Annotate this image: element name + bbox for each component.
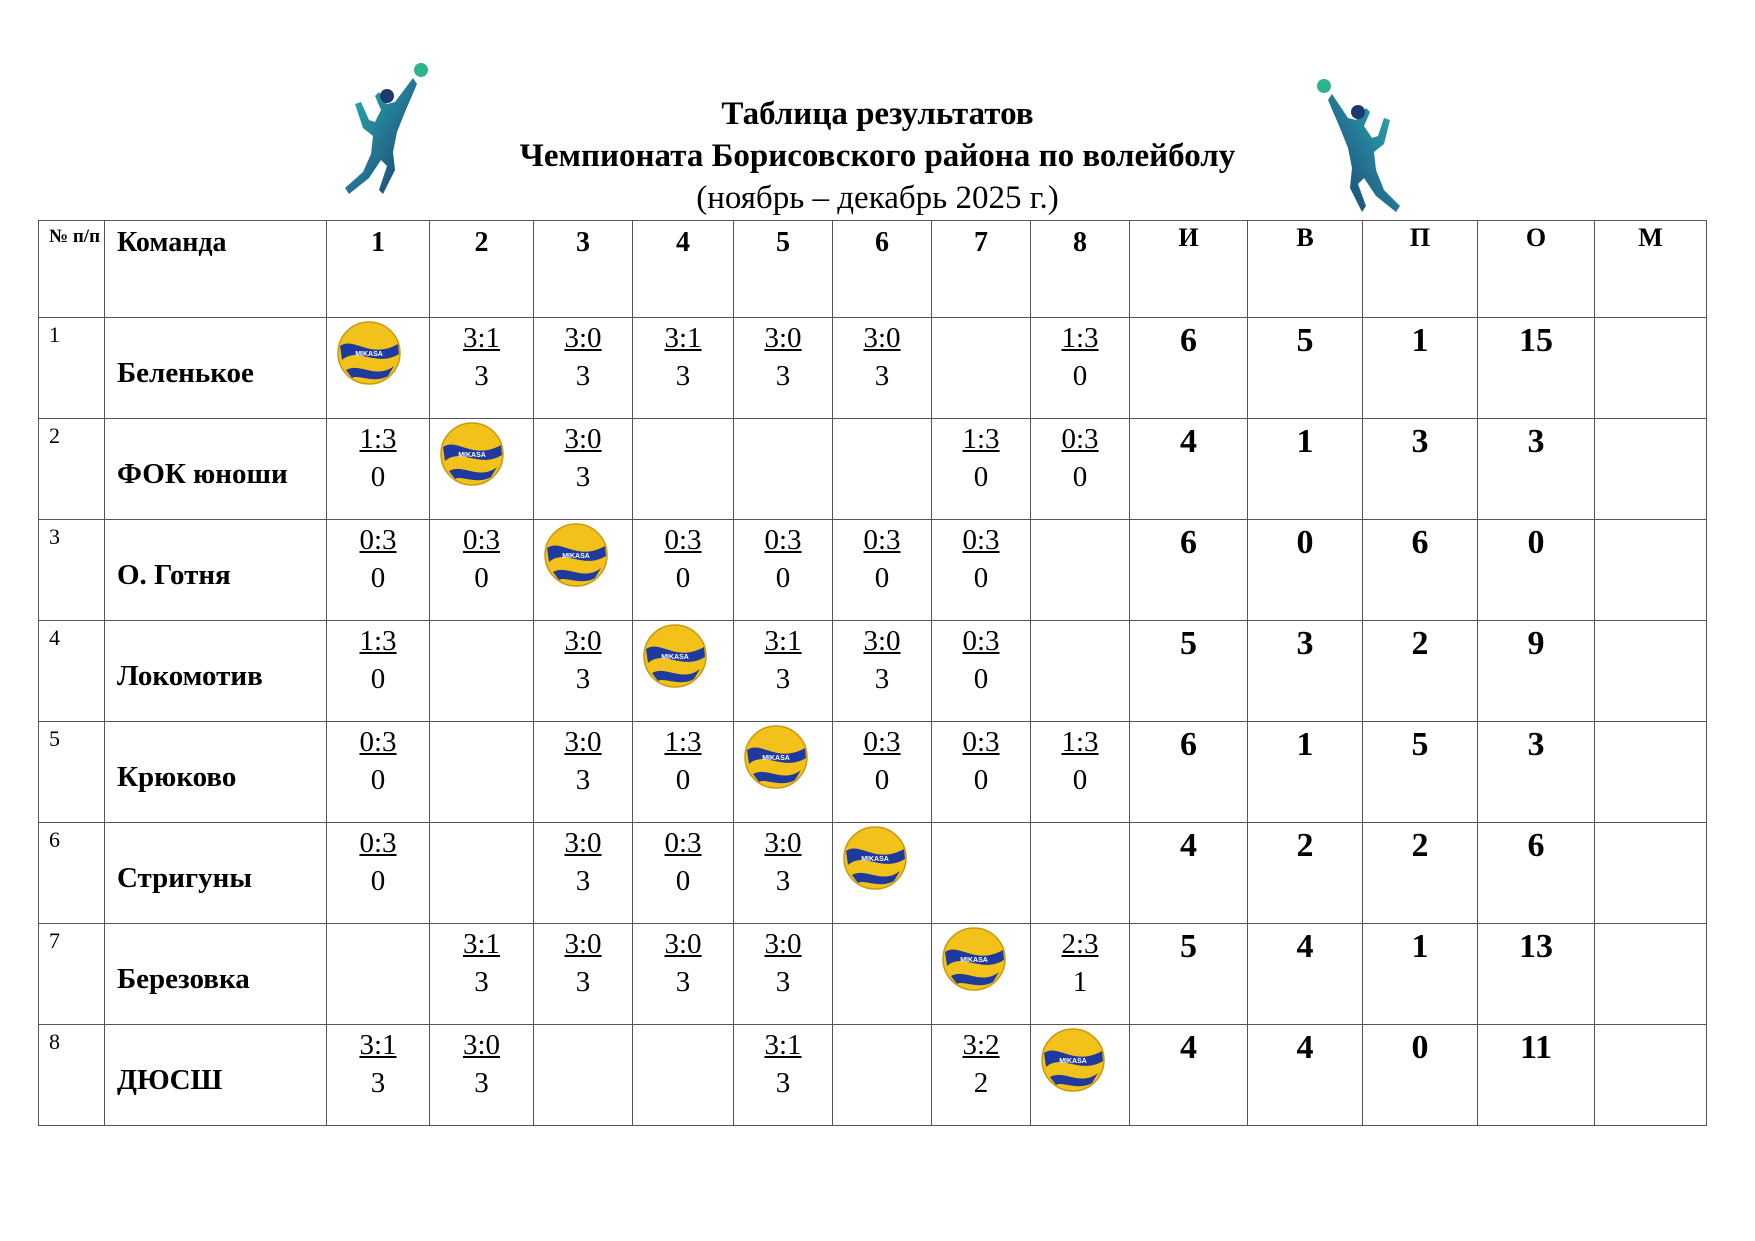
score-cell xyxy=(833,318,932,419)
set-score: 1:3 xyxy=(664,726,702,758)
points: 13 xyxy=(1478,924,1595,1025)
team-name: О. Готня xyxy=(105,520,327,621)
table-row xyxy=(39,1025,1707,1126)
place xyxy=(1595,520,1707,621)
score-cell xyxy=(534,621,633,722)
match-points: 0 xyxy=(874,562,890,594)
volleyball-icon xyxy=(642,623,708,689)
match-points: 3 xyxy=(575,966,591,998)
score-cell xyxy=(430,520,534,621)
volleyball-icon xyxy=(1040,1027,1106,1093)
losses: 2 xyxy=(1363,621,1478,722)
empty-cell xyxy=(633,1025,734,1126)
set-score: 0:3 xyxy=(962,625,1000,657)
set-score: 3:1 xyxy=(462,928,501,960)
volleyball-icon xyxy=(543,522,609,588)
score-cell xyxy=(327,520,430,621)
column-header-opponent: 4 xyxy=(633,221,734,318)
points: 3 xyxy=(1478,419,1595,520)
match-points: 0 xyxy=(370,764,386,796)
match-points: 0 xyxy=(370,865,386,897)
team-name: Крюково xyxy=(105,722,327,823)
row-number: 1 xyxy=(39,318,105,419)
score-cell xyxy=(734,823,833,924)
score-cell xyxy=(1031,722,1130,823)
set-score: 1:3 xyxy=(359,625,397,657)
points: 9 xyxy=(1478,621,1595,722)
volleyball-icon xyxy=(941,926,1007,992)
games-played: 5 xyxy=(1130,924,1248,1025)
score-cell xyxy=(534,419,633,520)
empty-cell xyxy=(327,924,430,1025)
team-name: ФОК юноши xyxy=(105,419,327,520)
score-cell xyxy=(734,318,833,419)
score-cell xyxy=(327,823,430,924)
wins: 2 xyxy=(1248,823,1363,924)
table-row xyxy=(39,419,1707,520)
set-score: 1:3 xyxy=(1061,726,1099,758)
match-points: 3 xyxy=(575,865,591,897)
header-row xyxy=(39,221,1707,318)
score-cell xyxy=(932,419,1031,520)
losses: 5 xyxy=(1363,722,1478,823)
match-points: 0 xyxy=(1072,764,1088,796)
table-row xyxy=(39,722,1707,823)
set-score: 3:0 xyxy=(863,322,901,354)
table-row xyxy=(39,318,1707,419)
row-number: 6 xyxy=(39,823,105,924)
row-number: 8 xyxy=(39,1025,105,1126)
diagonal-cell xyxy=(734,722,833,823)
score-cell xyxy=(327,419,430,520)
volleyball-icon xyxy=(336,320,402,386)
ball-logo-text: MIKASA xyxy=(960,957,988,964)
set-score: 3:0 xyxy=(564,827,602,859)
column-header-opponent: 1 xyxy=(327,221,430,318)
set-score: 0:3 xyxy=(359,726,397,758)
set-score: 3:0 xyxy=(564,625,602,657)
set-score: 3:0 xyxy=(462,1029,501,1061)
match-points: 0 xyxy=(874,764,890,796)
diagonal-cell xyxy=(430,419,534,520)
set-score: 0:3 xyxy=(962,726,1000,758)
team-name: Локомотив xyxy=(105,621,327,722)
set-score: 3:0 xyxy=(564,322,602,354)
losses: 2 xyxy=(1363,823,1478,924)
row-number: 5 xyxy=(39,722,105,823)
set-score: 0:3 xyxy=(764,524,802,556)
wins: 4 xyxy=(1248,1025,1363,1126)
set-score: 3:0 xyxy=(564,726,602,758)
ball-logo-text: MIKASA xyxy=(1059,1058,1087,1065)
wins: 1 xyxy=(1248,722,1363,823)
score-cell xyxy=(932,1025,1031,1126)
set-score: 3:0 xyxy=(564,928,602,960)
set-score: 0:3 xyxy=(359,524,397,556)
losses: 1 xyxy=(1363,924,1478,1025)
score-cell xyxy=(932,621,1031,722)
ball-logo-text: MIKASA xyxy=(661,654,689,661)
empty-cell xyxy=(833,419,932,520)
empty-cell xyxy=(932,823,1031,924)
score-cell xyxy=(734,924,833,1025)
volleyball-player-icon-left xyxy=(335,62,435,212)
set-score: 3:0 xyxy=(764,322,802,354)
score-cell xyxy=(430,1025,534,1126)
match-points: 3 xyxy=(775,663,791,695)
wins: 3 xyxy=(1248,621,1363,722)
set-score: 0:3 xyxy=(863,524,901,556)
games-played: 4 xyxy=(1130,823,1248,924)
wins: 4 xyxy=(1248,924,1363,1025)
losses: 0 xyxy=(1363,1025,1478,1126)
column-header-opponent: 5 xyxy=(734,221,833,318)
table-row xyxy=(39,823,1707,924)
score-cell xyxy=(1031,924,1130,1025)
games-played: 5 xyxy=(1130,621,1248,722)
set-score: 3:1 xyxy=(664,322,702,354)
score-cell xyxy=(734,621,833,722)
place xyxy=(1595,419,1707,520)
set-score: 1:3 xyxy=(1061,322,1099,354)
match-points: 0 xyxy=(675,865,691,897)
set-score: 3:1 xyxy=(764,625,802,657)
match-points: 3 xyxy=(575,461,591,493)
match-points: 0 xyxy=(973,663,989,695)
score-cell xyxy=(633,924,734,1025)
match-points: 3 xyxy=(474,966,489,998)
match-points: 0 xyxy=(973,461,989,493)
set-score: 3:2 xyxy=(962,1029,1000,1061)
column-header-opponent: 6 xyxy=(833,221,932,318)
score-cell xyxy=(633,823,734,924)
column-header-points: О xyxy=(1478,221,1595,318)
match-points: 0 xyxy=(474,562,489,594)
team-name: Беленькое xyxy=(105,318,327,419)
column-header-opponent: 3 xyxy=(534,221,633,318)
match-points: 1 xyxy=(1072,966,1088,998)
diagonal-cell xyxy=(327,318,430,419)
set-score: 3:0 xyxy=(764,827,802,859)
table-row xyxy=(39,621,1707,722)
points: 6 xyxy=(1478,823,1595,924)
score-cell xyxy=(534,823,633,924)
volleyball-player-icon-right xyxy=(1312,78,1412,228)
set-score: 0:3 xyxy=(962,524,1000,556)
losses: 3 xyxy=(1363,419,1478,520)
score-cell xyxy=(327,621,430,722)
score-cell xyxy=(833,520,932,621)
points: 11 xyxy=(1478,1025,1595,1126)
place xyxy=(1595,722,1707,823)
row-number: 4 xyxy=(39,621,105,722)
set-score: 3:1 xyxy=(764,1029,802,1061)
results-body xyxy=(39,318,1707,1126)
column-header-games: И xyxy=(1130,221,1248,318)
set-score: 1:3 xyxy=(962,423,1000,455)
set-score: 0:3 xyxy=(359,827,397,859)
table-row xyxy=(39,924,1707,1025)
column-header-number: № п/п xyxy=(39,221,105,318)
column-header-losses: П xyxy=(1363,221,1478,318)
score-cell xyxy=(430,318,534,419)
empty-cell xyxy=(430,621,534,722)
column-header-wins: В xyxy=(1248,221,1363,318)
score-cell xyxy=(932,520,1031,621)
score-cell xyxy=(932,722,1031,823)
match-points: 0 xyxy=(675,764,691,796)
wins: 5 xyxy=(1248,318,1363,419)
empty-cell xyxy=(833,924,932,1025)
row-number: 3 xyxy=(39,520,105,621)
points: 15 xyxy=(1478,318,1595,419)
empty-cell xyxy=(1031,621,1130,722)
set-score: 3:1 xyxy=(359,1029,397,1061)
wins: 0 xyxy=(1248,520,1363,621)
empty-cell xyxy=(1031,520,1130,621)
score-cell xyxy=(327,1025,430,1126)
match-points: 0 xyxy=(775,562,791,594)
games-played: 6 xyxy=(1130,520,1248,621)
place xyxy=(1595,823,1707,924)
match-points: 0 xyxy=(370,461,386,493)
document-header xyxy=(0,93,1755,219)
set-score: 1:3 xyxy=(359,423,397,455)
results-table xyxy=(38,220,1707,1126)
set-score: 0:3 xyxy=(664,524,702,556)
ball-logo-text: MIKASA xyxy=(861,856,889,863)
diagonal-cell xyxy=(932,924,1031,1025)
row-number: 2 xyxy=(39,419,105,520)
score-cell xyxy=(734,520,833,621)
score-cell xyxy=(534,722,633,823)
points: 0 xyxy=(1478,520,1595,621)
score-cell xyxy=(534,924,633,1025)
score-cell xyxy=(327,722,430,823)
diagonal-cell xyxy=(833,823,932,924)
set-score: 3:0 xyxy=(664,928,702,960)
volleyball-icon xyxy=(439,421,505,487)
score-cell xyxy=(633,318,734,419)
score-cell xyxy=(633,722,734,823)
diagonal-cell xyxy=(633,621,734,722)
ball-logo-text: MIKASA xyxy=(762,755,790,762)
match-points: 0 xyxy=(1072,461,1088,493)
match-points: 3 xyxy=(474,360,489,392)
ball-logo-text: MIKASA xyxy=(355,351,383,358)
set-score: 2:3 xyxy=(1061,928,1099,960)
match-points: 3 xyxy=(675,966,691,998)
empty-cell xyxy=(633,419,734,520)
games-played: 4 xyxy=(1130,1025,1248,1126)
row-number: 7 xyxy=(39,924,105,1025)
match-points: 3 xyxy=(775,1067,791,1099)
column-header-team: Команда xyxy=(105,221,327,318)
match-points: 0 xyxy=(675,562,691,594)
empty-cell xyxy=(932,318,1031,419)
title-line-1: Таблица результатов xyxy=(721,96,1034,132)
ball-logo-text: MIKASA xyxy=(562,553,590,560)
team-name: Березовка xyxy=(105,924,327,1025)
match-points: 3 xyxy=(474,1067,489,1099)
games-played: 6 xyxy=(1130,722,1248,823)
diagonal-cell xyxy=(1031,1025,1130,1126)
match-points: 3 xyxy=(575,663,591,695)
match-points: 0 xyxy=(370,663,386,695)
set-score: 3:0 xyxy=(564,423,602,455)
match-points: 3 xyxy=(874,663,890,695)
match-points: 3 xyxy=(874,360,890,392)
place xyxy=(1595,621,1707,722)
title-line-2: Чемпионата Борисовского района по волейболу xyxy=(519,138,1236,174)
points: 3 xyxy=(1478,722,1595,823)
set-score: 0:3 xyxy=(1061,423,1099,455)
team-name: ДЮСШ xyxy=(105,1025,327,1126)
score-cell xyxy=(534,318,633,419)
losses: 6 xyxy=(1363,520,1478,621)
score-cell xyxy=(734,1025,833,1126)
score-cell xyxy=(1031,318,1130,419)
match-points: 2 xyxy=(973,1067,989,1099)
games-played: 4 xyxy=(1130,419,1248,520)
empty-cell xyxy=(430,722,534,823)
score-cell xyxy=(430,924,534,1025)
diagonal-cell xyxy=(534,520,633,621)
empty-cell xyxy=(734,419,833,520)
set-score: 0:3 xyxy=(863,726,901,758)
match-points: 0 xyxy=(1072,360,1088,392)
match-points: 3 xyxy=(575,764,591,796)
place xyxy=(1595,1025,1707,1126)
set-score: 0:3 xyxy=(462,524,501,556)
volleyball-icon xyxy=(743,724,809,790)
score-cell xyxy=(633,520,734,621)
volleyball-icon xyxy=(842,825,908,891)
match-points: 3 xyxy=(575,360,591,392)
place xyxy=(1595,924,1707,1025)
column-header-opponent: 8 xyxy=(1031,221,1130,318)
match-points: 0 xyxy=(973,562,989,594)
empty-cell xyxy=(430,823,534,924)
set-score: 3:0 xyxy=(764,928,802,960)
empty-cell xyxy=(1031,823,1130,924)
match-points: 3 xyxy=(775,865,791,897)
match-points: 3 xyxy=(370,1067,386,1099)
score-cell xyxy=(833,722,932,823)
place xyxy=(1595,318,1707,419)
match-points: 0 xyxy=(370,562,386,594)
wins: 1 xyxy=(1248,419,1363,520)
title-date-range: (ноябрь – декабрь 2025 г.) xyxy=(696,180,1059,216)
ball-logo-text: MIKASA xyxy=(458,452,486,459)
score-cell xyxy=(833,621,932,722)
match-points: 3 xyxy=(775,360,791,392)
match-points: 3 xyxy=(675,360,691,392)
match-points: 0 xyxy=(973,764,989,796)
team-name: Стригуны xyxy=(105,823,327,924)
match-points: 3 xyxy=(775,966,791,998)
empty-cell xyxy=(534,1025,633,1126)
column-header-opponent: 2 xyxy=(430,221,534,318)
score-cell xyxy=(1031,419,1130,520)
table-row xyxy=(39,520,1707,621)
games-played: 6 xyxy=(1130,318,1248,419)
losses: 1 xyxy=(1363,318,1478,419)
column-header-place: М xyxy=(1595,221,1707,318)
set-score: 0:3 xyxy=(664,827,702,859)
set-score: 3:1 xyxy=(462,322,501,354)
set-score: 3:0 xyxy=(863,625,901,657)
column-header-opponent: 7 xyxy=(932,221,1031,318)
empty-cell xyxy=(833,1025,932,1126)
